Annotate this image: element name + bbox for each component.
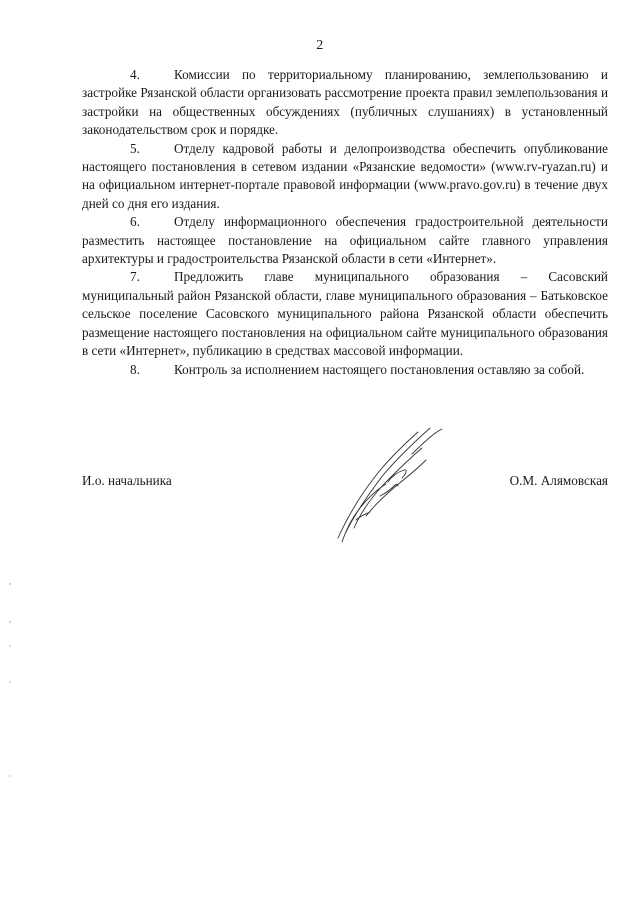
paragraph-number: 8. — [130, 361, 140, 377]
paragraph-number: 6. — [130, 214, 140, 230]
paragraph-text: Контроль за исполнением настоящего постановления оставляю за собой. — [174, 361, 585, 377]
paragraph-number: 7. — [130, 269, 140, 285]
paragraph-text: Предложить главе муниципального образования – Сасовский муниципальный район Рязанской области, главе муниципального образования – Батьковское сельское поселение Сасовского муниципального района Рязанской области обеспечить размещение настоящего постановления на официальном сайте муниципального образования в сети «Интернет», публикацию в средствах массовой информации. — [82, 269, 608, 359]
paragraph-text: Комиссии по территориальному планированию, землепользованию и застройке Рязанской области организовать рассмотрение проекта правил землепользования и застройки на общественных обсуждениях (публичных слушаниях) в установленный законодательством срок и порядке. — [82, 67, 608, 138]
paragraph-7 — [82, 268, 608, 360]
paragraph-text: Отделу информационного обеспечения градостроительной деятельности разместить настоящее постановление на официальном сайте главного управления архитектуры и градостроительства Рязанской области в сети «Интернет». — [82, 214, 608, 267]
paragraph-5 — [82, 140, 608, 214]
handwritten-signature — [326, 420, 456, 550]
document-body — [82, 66, 608, 379]
paragraph-4 — [82, 66, 608, 140]
signer-name: О.М. Алямовская — [509, 473, 608, 488]
paragraph-number: 4. — [130, 67, 140, 82]
paragraph-8 — [82, 361, 608, 379]
margin-specks — [8, 580, 12, 780]
page-number: 2 — [316, 38, 324, 53]
paragraph-text: Отделу кадровой работы и делопроизводства обеспечить опубликование настоящего постановления в сетевом издании «Рязанские ведомости» (www.rv-ryazan.ru) и на официальном интернет-портале правовой информации (www.pravo.gov.ru) в течение двух дней со дня его издания. — [82, 140, 608, 211]
signer-title: И.о. начальника — [82, 473, 172, 488]
paragraph-number: 5. — [130, 140, 140, 156]
paragraph-6 — [82, 213, 608, 268]
